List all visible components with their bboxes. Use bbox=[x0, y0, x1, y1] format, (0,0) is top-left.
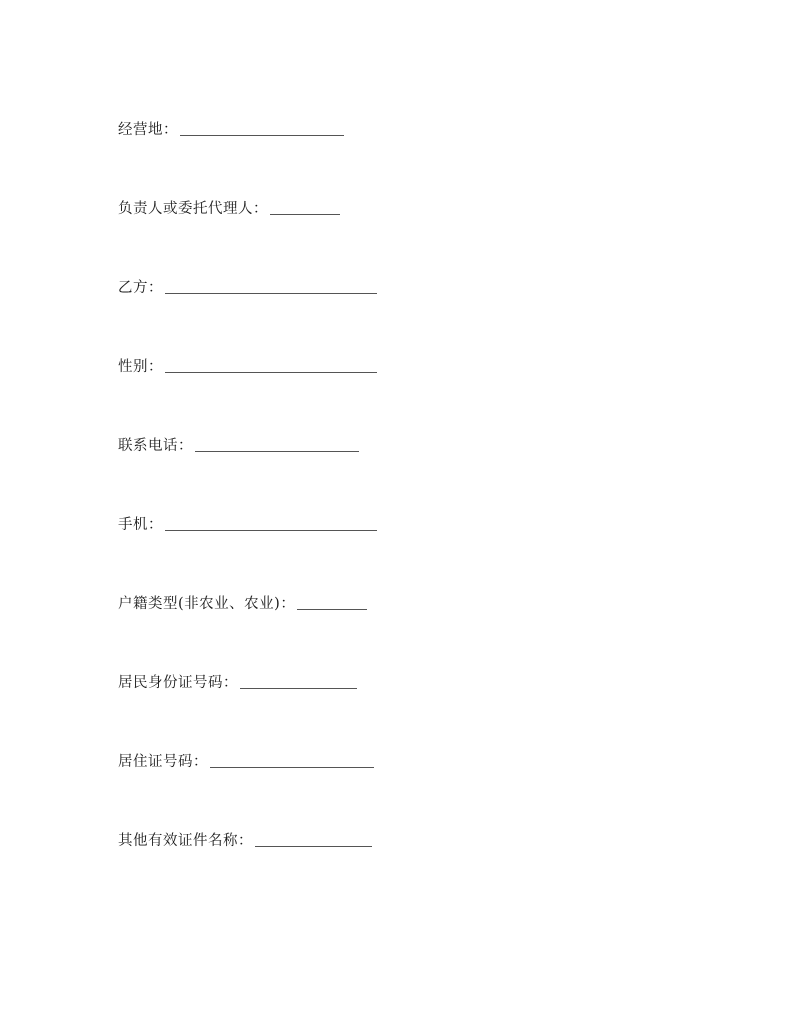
contact-phone-label: 联系电话： bbox=[118, 438, 193, 454]
residence-permit-number-label: 居住证号码： bbox=[118, 754, 208, 770]
party-b-field bbox=[118, 274, 377, 298]
id-card-number-field bbox=[118, 669, 357, 693]
id-card-number-label: 居民身份证号码： bbox=[118, 675, 238, 691]
household-type-label: 户籍类型(非农业、农业)： bbox=[118, 596, 296, 612]
business-location-field bbox=[118, 116, 344, 140]
other-id-name-field bbox=[118, 827, 372, 851]
gender-label: 性别： bbox=[118, 359, 163, 375]
responsible-person-label: 负责人或委托代理人： bbox=[118, 201, 268, 217]
household-type-blank[interactable] bbox=[297, 595, 367, 610]
business-location-blank[interactable] bbox=[180, 121, 344, 136]
business-location-label: 经营地： bbox=[118, 122, 178, 138]
other-id-name-label: 其他有效证件名称： bbox=[118, 833, 253, 849]
contact-phone-field bbox=[118, 432, 359, 456]
mobile-label: 手机： bbox=[118, 517, 163, 533]
residence-permit-number-blank[interactable] bbox=[210, 753, 374, 768]
responsible-person-blank[interactable] bbox=[270, 200, 340, 215]
id-card-number-blank[interactable] bbox=[240, 674, 357, 689]
party-b-blank[interactable] bbox=[165, 279, 377, 294]
household-type-field bbox=[118, 590, 367, 614]
gender-blank[interactable] bbox=[165, 358, 377, 373]
gender-field bbox=[118, 353, 377, 377]
residence-permit-number-field bbox=[118, 748, 374, 772]
responsible-person-field bbox=[118, 195, 340, 219]
mobile-field bbox=[118, 511, 377, 535]
contact-phone-blank[interactable] bbox=[195, 437, 359, 452]
mobile-blank[interactable] bbox=[165, 516, 377, 531]
party-b-label: 乙方： bbox=[118, 280, 163, 296]
other-id-name-blank[interactable] bbox=[255, 832, 372, 847]
